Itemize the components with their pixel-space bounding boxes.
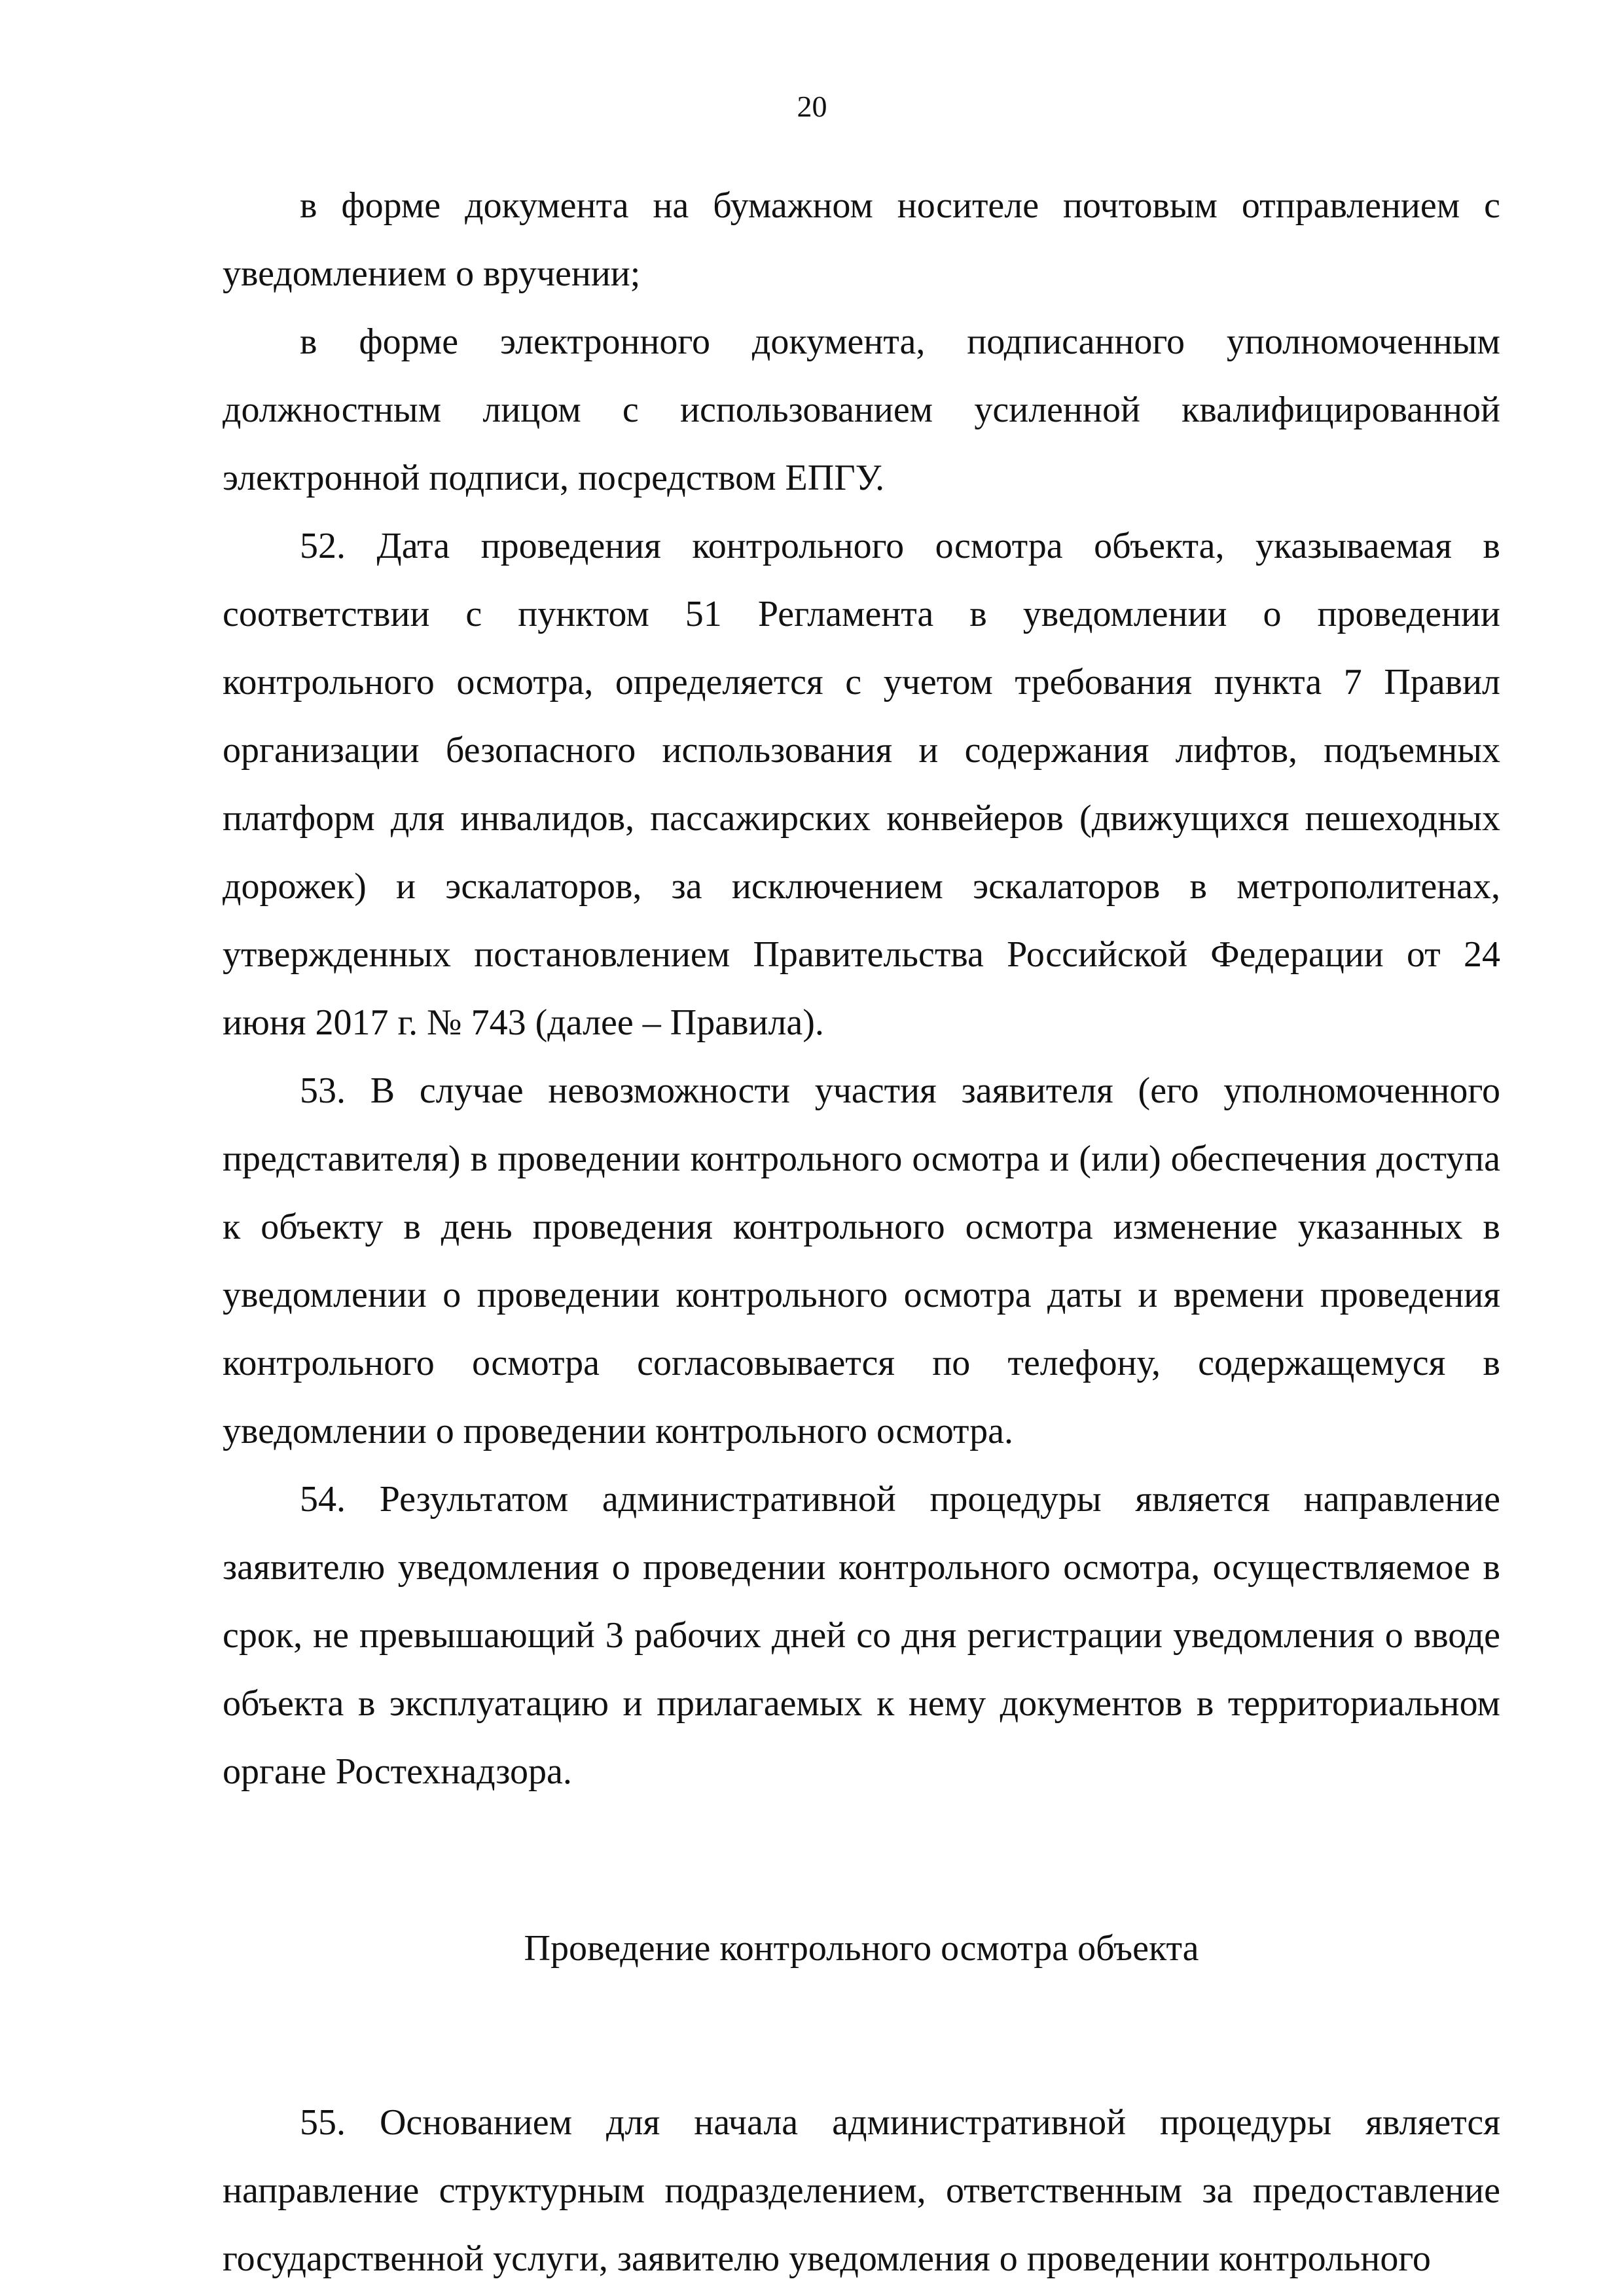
paragraph-52: 52. Дата проведения контрольного осмотра объекта, указываемая в соответствии с пунктом 51 Регламента в уведомлении о проведении контрольного осмотра, определяется с учетом требования пункта 7 Правил организации безопасного использования и содержания лифтов, подъемных платформ для инвалидов, пассажирских конвейеров (движущихся пешеходных дорожек) и эскалаторов, за исключением эскалаторов в метрополитенах, утвержденных постановлением Правительства Российской Федерации от 24 июня 2017 г. № 743 (далее – Правила). xyxy=(223,526,1500,1043)
paragraph-55: 55. Основанием для начала административной процедуры является направление структурным подразделением, ответственным за предоставление государственной услуги, заявителю уведомления о проведении контрольного xyxy=(223,2102,1500,2279)
document-body xyxy=(223,172,1500,2293)
paragraph-postal-delivery: в форме документа на бумажном носителе почтовым отправлением с уведомлением о вручении; xyxy=(223,185,1500,294)
section-heading: Проведение контрольного осмотра объекта xyxy=(524,1928,1199,1969)
page-number: 20 xyxy=(797,90,827,123)
paragraph-53: 53. В случае невозможности участия заявителя (его уполномоченного представителя) в проведении контрольного осмотра и (или) обеспечения доступа к объекту в день проведения контрольного осмотра изменение указанных в уведомлении о проведении контрольного осмотра даты и времени проведения контрольного осмотра согласовывается по телефону, содержащемуся в уведомлении о проведении контрольного осмотра. xyxy=(223,1070,1500,1451)
paragraph-54: 54. Результатом административной процедуры является направление заявителю уведомления о проведении контрольного осмотра, осуществляемое в срок, не превышающий 3 рабочих дней со дня регистрации уведомления о вводе объекта в эксплуатацию и прилагаемых к нему документов в территориальном органе Ростехнадзора. xyxy=(223,1479,1500,1792)
paragraph-electronic-document: в форме электронного документа, подписанного уполномоченным должностным лицом с использованием усиленной квалифицированной электронной подписи, посредством ЕПГУ. xyxy=(223,321,1500,498)
